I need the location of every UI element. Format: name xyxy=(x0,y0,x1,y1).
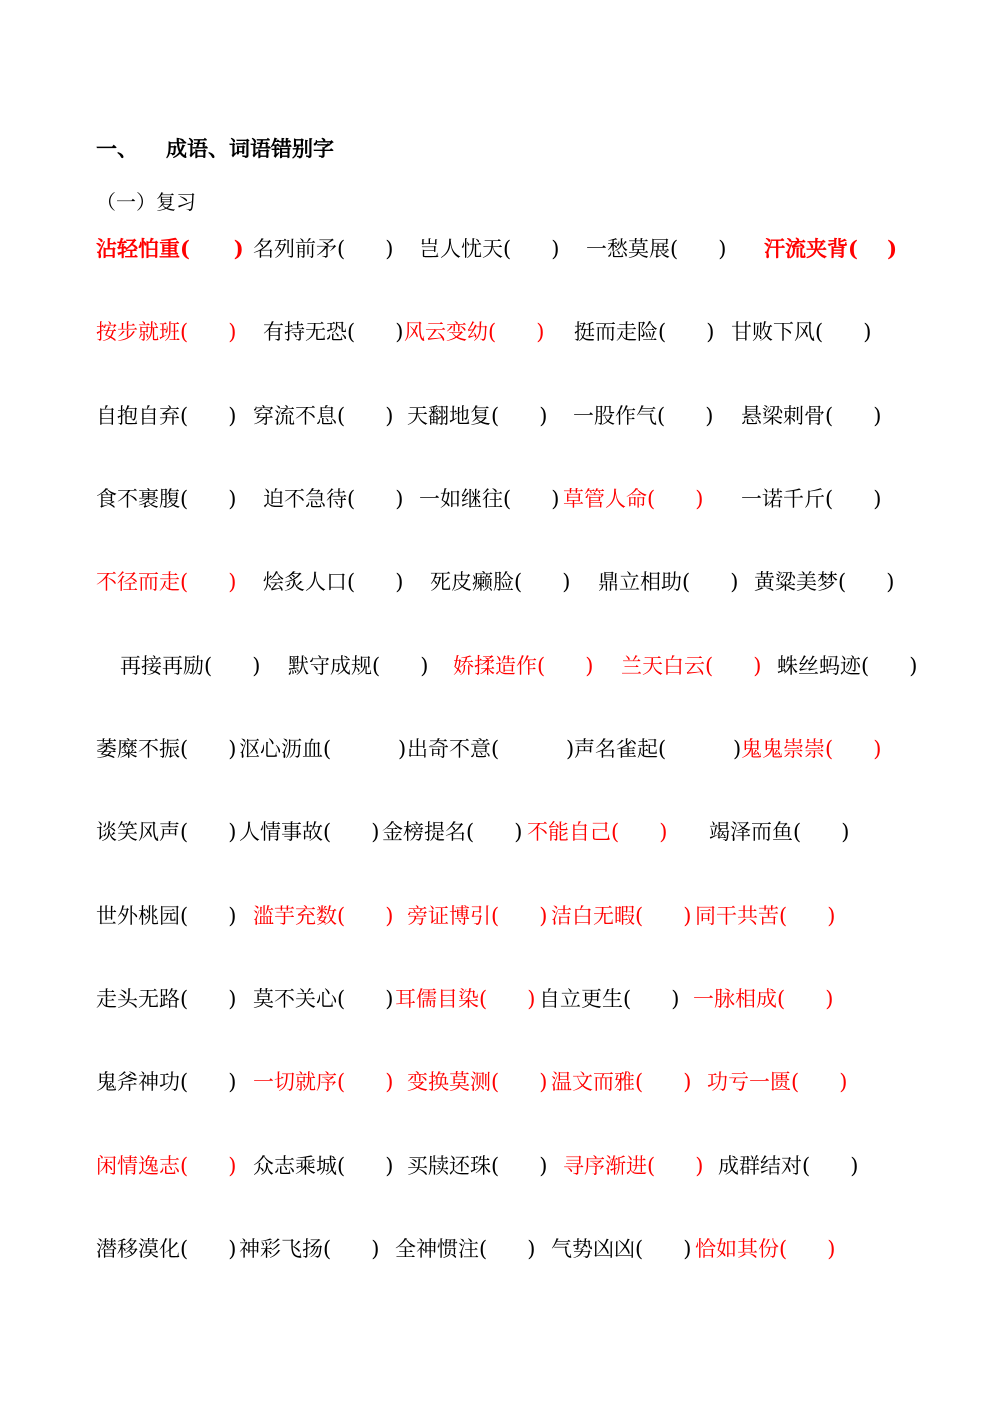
idiom-word: 甘败下风 xyxy=(731,320,815,344)
idiom-item xyxy=(253,900,393,932)
answer-blank: ( ) xyxy=(491,1154,548,1178)
idiom-item xyxy=(574,316,714,348)
idiom-item xyxy=(621,650,761,682)
answer-blank: ( ) xyxy=(635,1070,692,1094)
idiom-row xyxy=(96,816,976,848)
answer-blank: ( ) xyxy=(635,1237,692,1261)
idiom-item xyxy=(263,483,403,515)
answer-blank: ( ) xyxy=(180,236,244,261)
idiom-item xyxy=(96,400,236,432)
idiom-word: 悬梁刺骨 xyxy=(741,404,825,428)
answer-blank: ( ) xyxy=(337,987,394,1011)
idiom-item xyxy=(741,483,881,515)
idiom-word: 蛛丝蚂迹 xyxy=(777,654,861,678)
idiom-item xyxy=(96,983,236,1015)
answer-blank: ( ) xyxy=(802,1154,859,1178)
answer-blank: ( ) xyxy=(623,987,680,1011)
idiom-item xyxy=(707,1066,847,1098)
idiom-item xyxy=(253,1066,393,1098)
idiom-item xyxy=(551,1066,691,1098)
idiom-word: 耳儒目染 xyxy=(395,987,479,1011)
idiom-item xyxy=(419,483,559,515)
idiom-item xyxy=(551,900,691,932)
answer-blank: ( ) xyxy=(657,404,714,428)
answer-blank: ( ) xyxy=(705,654,762,678)
idiom-word: 鼎立相助 xyxy=(598,570,682,594)
answer-blank: ( ) xyxy=(491,904,548,928)
answer-blank: ( ) xyxy=(337,237,394,261)
idiom-word: 自立更生 xyxy=(539,987,623,1011)
idiom-word: 迫不急待 xyxy=(263,487,347,511)
answer-blank: ( ) xyxy=(323,820,380,844)
idiom-item xyxy=(239,1233,379,1265)
idiom-word: 潜移漠化 xyxy=(96,1237,180,1261)
idiom-item xyxy=(407,733,574,765)
idiom-item xyxy=(563,483,703,515)
idiom-word: 默守成规 xyxy=(288,654,372,678)
idiom-item xyxy=(96,1150,236,1182)
answer-blank: ( ) xyxy=(180,1154,237,1178)
idiom-item xyxy=(551,1233,691,1265)
idiom-word: 一诺千斤 xyxy=(741,487,825,511)
answer-blank: ( ) xyxy=(503,237,560,261)
answer-blank: ( ) xyxy=(838,570,895,594)
answer-blank: ( ) xyxy=(323,1237,380,1261)
answer-blank: ( ) xyxy=(514,570,571,594)
idiom-row xyxy=(96,1066,976,1098)
answer-blank: ( ) xyxy=(825,737,882,761)
idiom-item xyxy=(263,566,403,598)
idiom-word: 岂人忧天 xyxy=(419,237,503,261)
idiom-word: 竭泽而鱼 xyxy=(709,820,793,844)
idiom-row xyxy=(96,233,976,265)
idiom-item xyxy=(407,400,547,432)
idiom-item xyxy=(263,316,403,348)
idiom-word: 金榜提名 xyxy=(382,820,466,844)
answer-blank: ( ) xyxy=(180,1237,237,1261)
idiom-word: 气势凶凶 xyxy=(551,1237,635,1261)
idiom-item xyxy=(586,233,726,265)
idiom-item xyxy=(288,650,428,682)
subsection-heading: （一）复习 xyxy=(96,190,196,214)
section-title: 成语、词语错别字 xyxy=(166,136,334,161)
answer-blank: ( ) xyxy=(479,1237,536,1261)
idiom-item xyxy=(777,650,917,682)
idiom-item xyxy=(96,900,236,932)
idiom-item xyxy=(404,316,544,348)
answer-blank: ( ) xyxy=(611,820,668,844)
idiom-word: 洁白无暇 xyxy=(551,904,635,928)
answer-blank: ( ) xyxy=(777,987,834,1011)
idiom-item xyxy=(395,983,535,1015)
answer-blank: ( ) xyxy=(180,820,237,844)
idiom-word: 同干共苦 xyxy=(695,904,779,928)
idiom-row xyxy=(96,1233,976,1265)
answer-blank: ( ) xyxy=(337,1154,394,1178)
answer-blank: ( ) xyxy=(647,1154,704,1178)
idiom-item xyxy=(754,566,894,598)
answer-blank: ( ) xyxy=(491,1070,548,1094)
idiom-word: 食不裹腹 xyxy=(96,487,180,511)
answer-blank: ( ) xyxy=(503,487,560,511)
idiom-word: 有持无恐 xyxy=(263,320,347,344)
answer-blank: ( ) xyxy=(491,404,548,428)
idiom-word: 众志乘城 xyxy=(253,1154,337,1178)
answer-blank: ( ) xyxy=(479,987,536,1011)
idiom-word: 名列前矛 xyxy=(253,237,337,261)
answer-blank: ( ) xyxy=(372,654,429,678)
idiom-word: 变换莫测 xyxy=(407,1070,491,1094)
idiom-row xyxy=(96,650,976,682)
section-heading xyxy=(96,133,334,163)
idiom-row xyxy=(96,316,976,348)
idiom-item xyxy=(96,233,244,265)
answer-blank: ( ) xyxy=(337,904,394,928)
answer-blank: ( ) xyxy=(180,987,237,1011)
idiom-word: 娇揉造作 xyxy=(453,654,537,678)
answer-blank: ( ) xyxy=(815,320,872,344)
idiom-item xyxy=(709,816,849,848)
idiom-item xyxy=(718,1150,858,1182)
idiom-word: 世外桃园 xyxy=(96,904,180,928)
idiom-item xyxy=(764,233,897,265)
answer-blank: ( ) xyxy=(793,820,850,844)
idiom-item xyxy=(96,316,236,348)
idiom-item xyxy=(695,1233,835,1265)
answer-blank: ( ) xyxy=(647,487,704,511)
idiom-item xyxy=(695,900,835,932)
idiom-word: 人情事故 xyxy=(239,820,323,844)
answer-blank: ( ) xyxy=(861,654,918,678)
idiom-item xyxy=(741,400,881,432)
idiom-item xyxy=(253,1150,393,1182)
answer-blank: ( ) xyxy=(825,487,882,511)
idiom-item xyxy=(253,233,393,265)
answer-blank: ( ) xyxy=(491,737,575,761)
idiom-item xyxy=(96,1233,236,1265)
idiom-word: 鬼鬼崇崇 xyxy=(741,737,825,761)
answer-blank: ( ) xyxy=(658,737,742,761)
idiom-item xyxy=(693,983,833,1015)
idiom-item xyxy=(453,650,593,682)
idiom-word: 谈笑风声 xyxy=(96,820,180,844)
idiom-word: 兰天白云 xyxy=(621,654,705,678)
idiom-word: 萎糜不振 xyxy=(96,737,180,761)
idiom-word: 一脉相成 xyxy=(693,987,777,1011)
idiom-item xyxy=(731,316,871,348)
idiom-item xyxy=(239,733,406,765)
answer-blank: ( ) xyxy=(180,404,237,428)
answer-blank: ( ) xyxy=(779,904,836,928)
answer-blank: ( ) xyxy=(323,737,407,761)
answer-blank: ( ) xyxy=(180,487,237,511)
idiom-word: 声名雀起 xyxy=(574,737,658,761)
idiom-item xyxy=(120,650,260,682)
idiom-word: 莫不关心 xyxy=(253,987,337,1011)
idiom-word: 一股作气 xyxy=(573,404,657,428)
idiom-word: 按步就班 xyxy=(96,320,180,344)
idiom-item xyxy=(573,400,713,432)
idiom-word: 全神惯注 xyxy=(395,1237,479,1261)
idiom-word: 出奇不意 xyxy=(407,737,491,761)
idiom-row xyxy=(96,733,976,765)
answer-blank: ( ) xyxy=(848,236,898,261)
idiom-row xyxy=(96,483,976,515)
answer-blank: ( ) xyxy=(180,904,237,928)
answer-blank: ( ) xyxy=(466,820,523,844)
idiom-word: 不能自己 xyxy=(527,820,611,844)
answer-blank: ( ) xyxy=(779,1237,836,1261)
idiom-item xyxy=(253,400,393,432)
idiom-word: 成群结对 xyxy=(718,1154,802,1178)
answer-blank: ( ) xyxy=(682,570,739,594)
idiom-word: 温文而雅 xyxy=(551,1070,635,1094)
answer-blank: ( ) xyxy=(658,320,715,344)
answer-blank: ( ) xyxy=(180,1070,237,1094)
idiom-item xyxy=(407,900,547,932)
idiom-word: 闲情逸志 xyxy=(96,1154,180,1178)
idiom-row xyxy=(96,900,976,932)
idiom-word: 不径而走 xyxy=(96,570,180,594)
idiom-word: 烩炙人口 xyxy=(263,570,347,594)
idiom-item xyxy=(527,816,667,848)
idiom-word: 买牍还珠 xyxy=(407,1154,491,1178)
idiom-row xyxy=(96,400,976,432)
idiom-item xyxy=(253,983,393,1015)
idiom-item xyxy=(539,983,679,1015)
idiom-word: 一切就序 xyxy=(253,1070,337,1094)
section-number: 一、 xyxy=(96,136,138,161)
idiom-item xyxy=(96,566,236,598)
answer-blank: ( ) xyxy=(337,1070,394,1094)
answer-blank: ( ) xyxy=(204,654,261,678)
idiom-word: 草管人命 xyxy=(563,487,647,511)
idiom-item xyxy=(407,1066,547,1098)
idiom-row xyxy=(96,983,976,1015)
idiom-word: 自抱自弃 xyxy=(96,404,180,428)
idiom-word: 功亏一匮 xyxy=(707,1070,791,1094)
idiom-item xyxy=(598,566,738,598)
idiom-item xyxy=(407,1150,547,1182)
idiom-word: 挺而走险 xyxy=(574,320,658,344)
idiom-word: 再接再励 xyxy=(120,654,204,678)
answer-blank: ( ) xyxy=(537,654,594,678)
idiom-word: 沾轻怕重 xyxy=(96,236,180,261)
idiom-word: 风云变幼 xyxy=(404,320,488,344)
idiom-word: 旁证博引 xyxy=(407,904,491,928)
idiom-item xyxy=(574,733,741,765)
answer-blank: ( ) xyxy=(347,487,404,511)
idiom-item xyxy=(419,233,559,265)
idiom-item xyxy=(741,733,881,765)
idiom-item xyxy=(96,1066,236,1098)
idiom-item xyxy=(563,1150,703,1182)
idiom-word: 汗流夹背 xyxy=(764,236,848,261)
answer-blank: ( ) xyxy=(337,404,394,428)
idiom-word: 神彩飞扬 xyxy=(239,1237,323,1261)
idiom-item xyxy=(96,733,236,765)
idiom-word: 黄粱美梦 xyxy=(754,570,838,594)
idiom-item xyxy=(382,816,522,848)
idiom-word: 死皮癞脸 xyxy=(430,570,514,594)
idiom-item xyxy=(239,816,379,848)
answer-blank: ( ) xyxy=(791,1070,848,1094)
idiom-word: 沤心沥血 xyxy=(239,737,323,761)
answer-blank: ( ) xyxy=(347,570,404,594)
idiom-word: 一愁莫展 xyxy=(586,237,670,261)
answer-blank: ( ) xyxy=(347,320,404,344)
answer-blank: ( ) xyxy=(180,737,237,761)
idiom-item xyxy=(96,483,236,515)
idiom-word: 寻序渐进 xyxy=(563,1154,647,1178)
idiom-word: 穿流不息 xyxy=(253,404,337,428)
idiom-word: 滥芋充数 xyxy=(253,904,337,928)
answer-blank: ( ) xyxy=(635,904,692,928)
idiom-word: 恰如其份 xyxy=(695,1237,779,1261)
answer-blank: ( ) xyxy=(825,404,882,428)
idiom-word: 天翻地复 xyxy=(407,404,491,428)
idiom-item xyxy=(430,566,570,598)
answer-blank: ( ) xyxy=(180,320,237,344)
idiom-word: 走头无路 xyxy=(96,987,180,1011)
answer-blank: ( ) xyxy=(180,570,237,594)
idiom-item xyxy=(96,816,236,848)
idiom-item xyxy=(395,1233,535,1265)
idiom-row xyxy=(96,1150,976,1182)
idiom-row xyxy=(96,566,976,598)
answer-blank: ( ) xyxy=(488,320,545,344)
idiom-word: 一如继往 xyxy=(419,487,503,511)
answer-blank: ( ) xyxy=(670,237,727,261)
idiom-word: 鬼斧神功 xyxy=(96,1070,180,1094)
